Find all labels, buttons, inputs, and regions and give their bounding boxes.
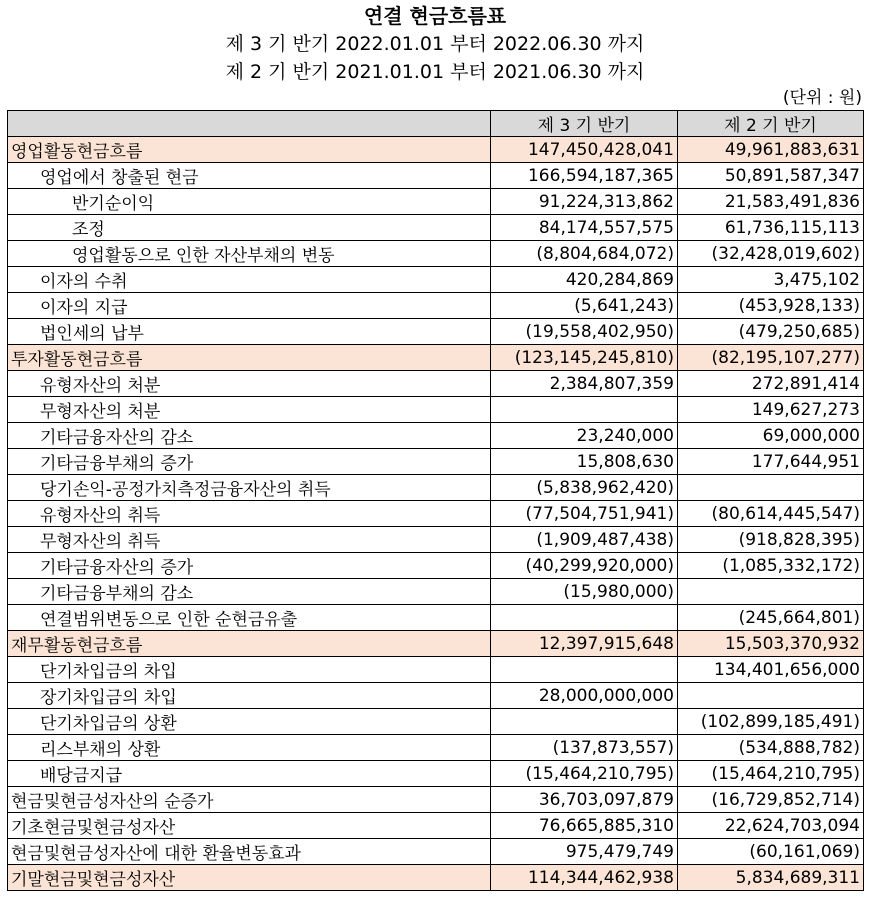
statement-header [0, 0, 870, 86]
current-period: 제 3 기 반기 2022.01.01 부터 2022.06.30 까지 [225, 33, 645, 55]
current-value: 147,450,428,041 [491, 137, 678, 163]
current-value: (5,641,243) [491, 293, 678, 319]
prior-value: 61,736,115,113 [678, 215, 864, 241]
table-row [8, 579, 864, 605]
table-row [8, 319, 864, 345]
row-label: 영업에서 창출된 현금 [8, 163, 491, 189]
row-label: 기초현금및현금성자산 [8, 813, 491, 839]
current-value [491, 709, 678, 735]
row-label: 유형자산의 처분 [8, 371, 491, 397]
row-label: 단기차입금의 상환 [8, 709, 491, 735]
prior-value: (1,085,332,172) [678, 553, 864, 579]
current-value: 2,384,807,359 [491, 371, 678, 397]
table-row [8, 709, 864, 735]
prior-period: 제 2 기 반기 2021.01.01 부터 2021.06.30 까지 [225, 61, 645, 83]
prior-value: (918,828,395) [678, 527, 864, 553]
row-label: 무형자산의 처분 [8, 397, 491, 423]
table-row [8, 787, 864, 813]
current-value: 23,240,000 [491, 423, 678, 449]
row-label: 기타금융자산의 증가 [8, 553, 491, 579]
table-row [8, 839, 864, 865]
row-label: 기타금융부채의 증가 [8, 449, 491, 475]
prior-value: (102,899,185,491) [678, 709, 864, 735]
prior-value: (32,428,019,602) [678, 241, 864, 267]
row-label: 리스부채의 상환 [8, 735, 491, 761]
table-row [8, 163, 864, 189]
prior-value: (16,729,852,714) [678, 787, 864, 813]
unit-label: (단위 : 원) [782, 88, 862, 108]
current-value: 91,224,313,862 [491, 189, 678, 215]
table-row [8, 137, 864, 163]
current-value: (19,558,402,950) [491, 319, 678, 345]
current-value [491, 657, 678, 683]
current-value [491, 605, 678, 631]
row-label: 기말현금및현금성자산 [8, 865, 491, 891]
current-value: 84,174,557,575 [491, 215, 678, 241]
row-label: 이자의 수취 [8, 267, 491, 293]
table-row [8, 189, 864, 215]
table-row [8, 735, 864, 761]
prior-value: 177,644,951 [678, 449, 864, 475]
table-row [8, 345, 864, 371]
row-label: 장기차입금의 차입 [8, 683, 491, 709]
prior-value: (80,614,445,547) [678, 501, 864, 527]
row-label: 조정 [8, 215, 491, 241]
prior-value: (245,664,801) [678, 605, 864, 631]
table-header-row [8, 111, 864, 137]
prior-value: 15,503,370,932 [678, 631, 864, 657]
row-label: 유형자산의 취득 [8, 501, 491, 527]
table-row [8, 449, 864, 475]
prior-value: 21,583,491,836 [678, 189, 864, 215]
current-value: 420,284,869 [491, 267, 678, 293]
table-row [8, 501, 864, 527]
table-row [8, 553, 864, 579]
statement-title: 연결 현금흐름표 [363, 4, 507, 28]
table-row [8, 657, 864, 683]
current-value: (15,980,000) [491, 579, 678, 605]
current-value: (123,145,245,810) [491, 345, 678, 371]
table-row [8, 241, 864, 267]
cash-flow-table [7, 110, 864, 891]
prior-value: (534,888,782) [678, 735, 864, 761]
current-value [491, 397, 678, 423]
header-prior: 제 2 기 반기 [678, 111, 864, 137]
current-value: (1,909,487,438) [491, 527, 678, 553]
current-value: 12,397,915,648 [491, 631, 678, 657]
table-row [8, 267, 864, 293]
row-label: 무형자산의 취득 [8, 527, 491, 553]
prior-value: 149,627,273 [678, 397, 864, 423]
current-value: 28,000,000,000 [491, 683, 678, 709]
prior-value: 22,624,703,094 [678, 813, 864, 839]
prior-value: 272,891,414 [678, 371, 864, 397]
current-value: 114,344,462,938 [491, 865, 678, 891]
table-row [8, 423, 864, 449]
prior-value [678, 683, 864, 709]
table-row [8, 527, 864, 553]
prior-value: 3,475,102 [678, 267, 864, 293]
table-row [8, 683, 864, 709]
table-row [8, 605, 864, 631]
table-row [8, 371, 864, 397]
table-row [8, 631, 864, 657]
row-label: 현금및현금성자산의 순증가 [8, 787, 491, 813]
current-value: 36,703,097,879 [491, 787, 678, 813]
current-value: (15,464,210,795) [491, 761, 678, 787]
table-row [8, 293, 864, 319]
row-label: 재무활동현금흐름 [8, 631, 491, 657]
table-row [8, 215, 864, 241]
current-value: (5,838,962,420) [491, 475, 678, 501]
row-label: 기타금융부채의 감소 [8, 579, 491, 605]
row-label: 투자활동현금흐름 [8, 345, 491, 371]
table-row [8, 475, 864, 501]
prior-value: (479,250,685) [678, 319, 864, 345]
prior-value [678, 475, 864, 501]
row-label: 단기차입금의 차입 [8, 657, 491, 683]
current-value: (40,299,920,000) [491, 553, 678, 579]
row-label: 연결범위변동으로 인한 순현금유출 [8, 605, 491, 631]
header-label [8, 111, 491, 137]
table-row [8, 865, 864, 891]
row-label: 당기손익-공정가치측정금융자산의 취득 [8, 475, 491, 501]
row-label: 영업활동현금흐름 [8, 137, 491, 163]
prior-value: 5,834,689,311 [678, 865, 864, 891]
row-label: 현금및현금성자산에 대한 환율변동효과 [8, 839, 491, 865]
current-value: (137,873,557) [491, 735, 678, 761]
prior-value: 50,891,587,347 [678, 163, 864, 189]
row-label: 법인세의 납부 [8, 319, 491, 345]
prior-value: (453,928,133) [678, 293, 864, 319]
prior-value: 134,401,656,000 [678, 657, 864, 683]
prior-value: (82,195,107,277) [678, 345, 864, 371]
prior-value: 69,000,000 [678, 423, 864, 449]
row-label: 이자의 지급 [8, 293, 491, 319]
prior-value: (60,161,069) [678, 839, 864, 865]
prior-value: (15,464,210,795) [678, 761, 864, 787]
table-row [8, 813, 864, 839]
current-value: 15,808,630 [491, 449, 678, 475]
current-value: 975,479,749 [491, 839, 678, 865]
current-value: (8,804,684,072) [491, 241, 678, 267]
prior-value: 49,961,883,631 [678, 137, 864, 163]
row-label: 배당금지급 [8, 761, 491, 787]
row-label: 기타금융자산의 감소 [8, 423, 491, 449]
table-body [8, 137, 864, 891]
table-row [8, 397, 864, 423]
current-value: 166,594,187,365 [491, 163, 678, 189]
header-current: 제 3 기 반기 [491, 111, 678, 137]
current-value: (77,504,751,941) [491, 501, 678, 527]
row-label: 영업활동으로 인한 자산부채의 변동 [8, 241, 491, 267]
row-label: 반기순이익 [8, 189, 491, 215]
table-row [8, 761, 864, 787]
current-value: 76,665,885,310 [491, 813, 678, 839]
prior-value [678, 579, 864, 605]
